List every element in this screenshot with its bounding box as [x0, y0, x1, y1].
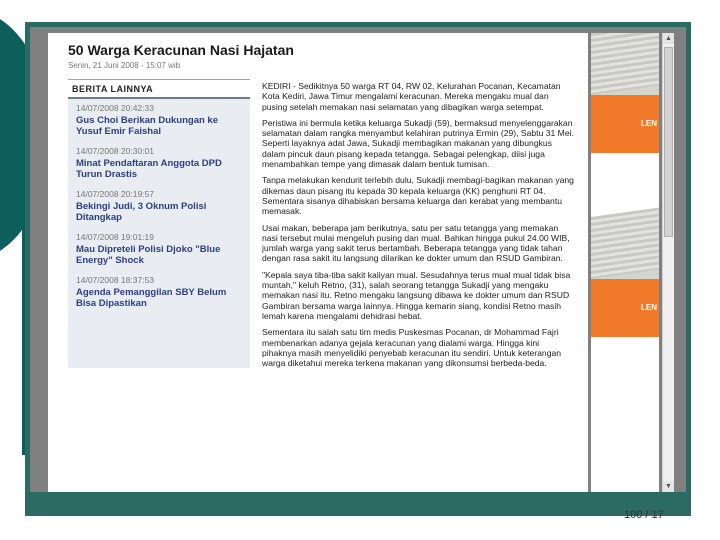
scroll-up-icon[interactable]: ▲	[663, 33, 674, 44]
article-paragraph: "Kepala saya tiba-tiba sakit kaliyan mual. Sesudahnya terus mual mual tidak bisa muntah," keluh Retno, (31), salah seorang tetangga Sukadji yang mengaku memakan nasi itu. Retno mengaku langsung dibawa ke dokter umum dan RSUD Gambiran bersama warga lainnya. Hingga kemarin siang, kondisi Retno masih lemah karena mengalami dehidrasi hebat.	[262, 269, 571, 321]
news-item-time: 14/07/2008 18:37:53	[76, 275, 154, 285]
news-item-link[interactable]: Mau Dipreteli Polisi Djoko "Blue Energy" Shock	[76, 244, 221, 266]
article-paragraph: Sementara itu salah satu tim medis Puskesmas Pocanan, dr Mohammad Fajri membenarkan adanya gejala keracunan yang dialami warga. Hingga kini pihaknya masih menyelidiki penyebab keracunan itu sendiri. Untuk keterangan warga diketahui mereka terkena makanan yang dikonsumsi berbeda-beda.	[262, 327, 562, 369]
news-item-time: 14/07/2008 20:30:01	[76, 146, 154, 156]
article-paragraph: Tanpa melakukan kendurit terlebih dulu, Sukadji membagi-bagikan makanan yang dikemas daun pisang itu kepada 30 kepala keluarga (KK) penghuni RT 04. Sementara sisanya dihabiskan bersama keluarga dan kerabat yang membantu memasak.	[262, 175, 574, 217]
slide-page-number: 100 / 17	[624, 509, 664, 521]
related-news-item[interactable]	[68, 185, 250, 228]
news-item-link[interactable]: Bekingi Judi, 3 Oknum Polisi Ditangkap	[76, 201, 207, 223]
article-paragraph: Peristiwa ini bermula ketika keluarga Sukadji (59), bermaksud menyelenggarakan selamatan dalam rangka menyambut kelahiran putrinya Ermin (29), Sabtu 31 Mei. Seperti layaknya adat Jawa, Sukadji membagikan makanan yang dibungkus dalam pincuk daun pisang kepada tetangga. Sebagai pelengkap, diisi juga menambahkan tempe yang dimasak dalam bentuk tumisan.	[262, 117, 574, 170]
ad-banner[interactable]	[591, 217, 659, 337]
news-item-link[interactable]: Gus Choi Berikan Dukungan ke Yusuf Emir Faishal	[76, 115, 218, 137]
ad-label: LEN	[641, 303, 657, 312]
scrollbar-thumb[interactable]	[664, 47, 673, 237]
news-item-link[interactable]: Agenda Pemanggilan SBY Belum Bisa Dipastikan	[76, 287, 227, 309]
newspaper-image	[591, 33, 659, 95]
ad-label: LEN	[641, 119, 657, 128]
article-paragraph: Usai makan, beberapa jam berikutnya, satu per satu tetangga yang memakan nasi tersebut mulai mengeluh pusing dan mual. Bahkan hingga pukul 24.00 WIB, jumlah warga yang sakit terus bertambah. Beberapa tetangga yang tidak tahan dengan rasa sakit itu langsung dilarikan ke dokter umum dan RSUD Gambiran.	[262, 222, 570, 264]
scroll-down-icon[interactable]: ▼	[663, 481, 674, 492]
related-news-item[interactable]	[68, 99, 250, 142]
news-item-time: 14/07/2008 20:19:57	[76, 189, 154, 199]
slide-frame	[25, 22, 691, 516]
news-item-link[interactable]: Minat Pendaftaran Anggota DPD Turun Drastis	[76, 158, 222, 180]
vertical-scrollbar[interactable]	[662, 33, 674, 492]
ad-banner[interactable]	[591, 33, 659, 153]
news-item-time: 14/07/2008 19:01:19	[76, 232, 154, 242]
news-item-time: 14/07/2008 20:42:33	[76, 103, 154, 113]
article-body	[262, 81, 574, 374]
article-dateline: Senin, 21 Juni 2008 - 15:07 wib	[68, 61, 181, 70]
article-title: 50 Warga Keracunan Nasi Hajatan	[68, 42, 294, 58]
related-news-item[interactable]	[68, 271, 250, 314]
related-news-heading: BERITA LAINNYA	[68, 80, 250, 99]
related-news-item[interactable]	[68, 228, 250, 271]
browser-screenshot	[30, 27, 686, 492]
news-page	[48, 33, 588, 492]
related-news-sidebar	[68, 79, 250, 368]
newspaper-image	[591, 207, 659, 279]
related-news-item[interactable]	[68, 142, 250, 185]
article-paragraph: KEDIRI - Sedikitnya 50 warga RT 04, RW 02, Kelurahan Pocanan, Kecamatan Kota Kediri, Jawa Timur mengalami keracunan. Mereka mengaku mual dan pusing setelah memakan nasi selamatan yang dibagikan warga setempat.	[262, 81, 561, 112]
ad-banner-strip[interactable]	[591, 33, 659, 492]
